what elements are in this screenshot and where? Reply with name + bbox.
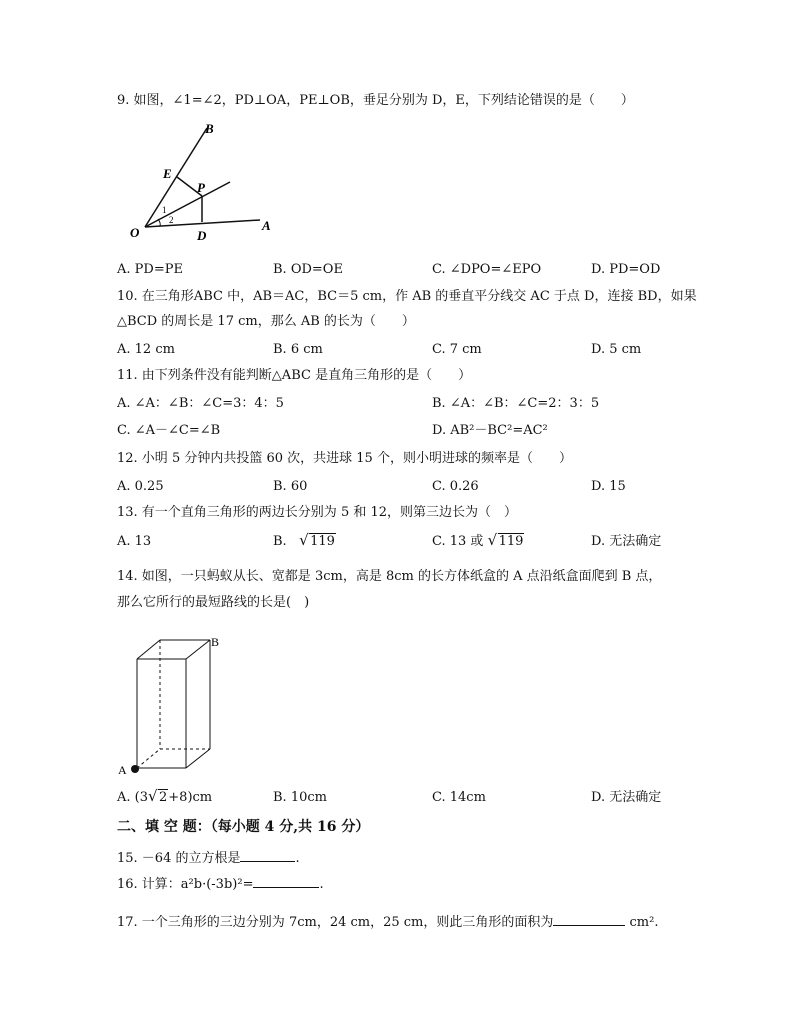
q12-option-a[interactable]: A. 0.25 [117,479,164,494]
q14-option-c[interactable]: C. 14cm [432,790,486,805]
label-A: A [262,218,271,233]
question-10-line2: △BCD 的周长是 17 cm，那么 AB 的长为（ ） [117,314,415,329]
label-P: P [197,180,205,195]
q13-option-b-radicand: 119 [310,534,335,549]
q13-option-b[interactable] [273,533,336,551]
q9-option-a[interactable]: A. PD=PE [117,262,183,277]
q13-option-c-radicand: 119 [498,534,524,549]
label-E: E [163,166,172,181]
label-A: A [118,763,127,777]
question-11: 11. 由下列条件没有能判断△ABC 是直角三角形的是（ ） [117,368,472,383]
section-fill-in-heading: 二、填 空 题：（每小题 4 分,共 16 分） [117,819,370,835]
question-14-line2: 那么它所行的最短路线的长是( ) [117,595,310,610]
q9-option-d[interactable]: D. PD=OD [591,262,661,277]
q10-option-c[interactable]: C. 7 cm [432,342,482,357]
sqrt-symbol [148,789,168,807]
sqrt-symbol [299,533,336,551]
question-13: 13. 有一个直角三角形的两边长分别为 5 和 12，则第三边长为（ ） [117,505,518,520]
figure-cuboid [115,628,235,780]
q9-option-c[interactable]: C. ∠DPO=∠EPO [432,262,542,277]
question-9: 9. 如图，∠1=∠2，PD⊥OA，PE⊥OB，垂足分别为 D，E，下列结论错误的是（ ） [117,93,634,108]
label-angle-2: 2 [169,215,174,225]
q17-end: cm². [625,915,659,930]
q11-option-b[interactable]: B. ∠A：∠B：∠C=2：3：5 [432,396,600,411]
question-15 [117,848,300,868]
q10-option-d[interactable]: D. 5 cm [591,342,642,357]
q9-option-b[interactable]: B. OD=OE [273,262,343,277]
q16-end: . [319,877,324,892]
q13-option-c[interactable] [432,533,524,551]
q15-answer-blank[interactable] [240,848,295,862]
q14-option-b[interactable]: B. 10cm [273,790,327,805]
q13-option-a[interactable]: A. 13 [117,534,152,549]
q17-answer-blank[interactable] [553,912,625,926]
figure-angle-bisector [125,120,285,245]
q14-option-a-radicand: 2 [159,790,168,805]
label-angle-1: 1 [162,205,167,215]
question-10-line1: 10. 在三角形ABC 中，AB＝AC，BC＝5 cm，作 AB 的垂直平分线交 AC 于点 D，连接 BD，如果 [117,289,697,304]
q14-option-a[interactable] [117,789,212,807]
q16-text: 16. 计算：a²b·(-3b)²= [117,877,254,892]
question-16 [117,874,324,894]
label-B: B [211,635,220,649]
q13-option-c-label: C. 13 或 [432,534,484,549]
question-12: 12. 小明 5 分钟内共投篮 60 次，共进球 15 个，则小明进球的频率是（ ） [117,451,572,466]
q14-option-a-pre: A. (3 [117,790,148,805]
q13-option-d[interactable]: D. 无法确定 [591,534,662,549]
question-14-line1: 14. 如图，一只蚂蚁从长、宽都是 3cm，高是 8cm 的长方体纸盒的 A 点沿纸盒面爬到 B 点， [117,569,662,584]
q12-option-d[interactable]: D. 15 [591,479,626,494]
point-A-dot [131,765,139,773]
q11-option-a[interactable]: A. ∠A：∠B：∠C=3：4：5 [117,396,284,411]
q12-option-c[interactable]: C. 0.26 [432,479,479,494]
q17-text: 17. 一个三角形的三边分别为 7cm，24 cm，25 cm，则此三角形的面积为 [117,915,554,930]
q11-option-d[interactable]: D. AB²－BC²=AC² [432,423,548,438]
q14-option-a-post: +8)cm [168,790,213,805]
q10-option-a[interactable]: A. 12 cm [117,342,175,357]
q10-option-b[interactable]: B. 6 cm [273,342,323,357]
q13-option-b-label: B. [273,534,287,549]
label-O: O [130,225,140,240]
q15-end: . [295,851,300,866]
sqrt-symbol [488,533,525,551]
question-17 [117,912,658,932]
q12-option-b[interactable]: B. 60 [273,479,308,494]
q16-answer-blank[interactable] [253,874,319,888]
label-D: D [197,228,207,243]
q14-option-d[interactable]: D. 无法确定 [591,790,662,805]
q11-option-c[interactable]: C. ∠A－∠C=∠B [117,423,221,438]
q15-text: 15. －64 的立方根是 [117,851,241,866]
label-B: B [205,121,214,136]
